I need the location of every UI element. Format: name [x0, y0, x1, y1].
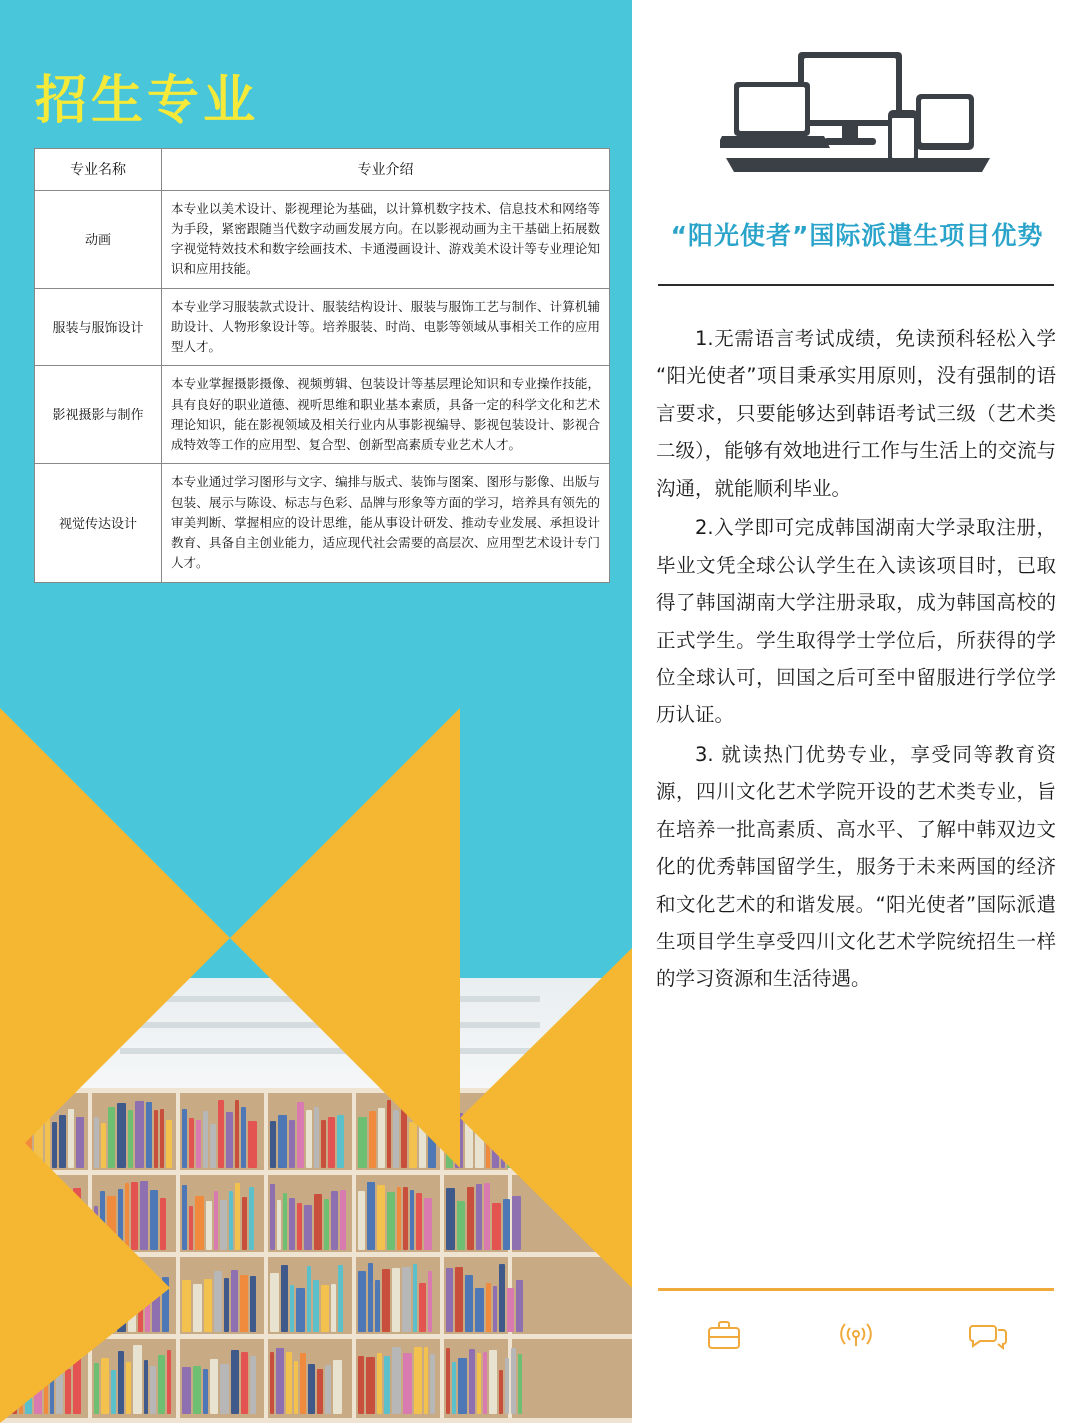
major-desc: 本专业以美术设计、影视理论为基础，以计算机数字技术、信息技术和网络等为手段，紧密跟随当代数字动画发展方向。在以影视动画为主干基础上拓展数字视觉特效技术和数字绘画技术、卡通漫画设计、游戏美术设计等专业理论知识和应用技能。 [162, 190, 610, 288]
table-header-row [35, 149, 610, 191]
footer-icon-bar [658, 1300, 1054, 1370]
body-text [656, 320, 1056, 1000]
major-desc: 本专业通过学习图形与文字、编排与版式、装饰与图案、图形与影像、出版与包装、展示与陈设、标志与色彩、品牌与形象等方面的学习，培养具有领先的审美判断、掌握相应的设计思维，能从事设计研发、推动专业发展、承担设计教育、具备自主创业能力，适应现代社会需要的高层次、应用型艺术设计专门人才。 [162, 464, 610, 582]
divider [658, 284, 1054, 286]
triangle-overlay [0, 648, 632, 1423]
right-panel [632, 0, 1080, 1423]
table-row [35, 366, 610, 464]
section-title: “阳光使者”国际派遣生项目优势 [670, 221, 1044, 250]
paragraph-2: 2.入学即可完成韩国湖南大学录取注册，毕业文凭全球公认学生在入读该项目时，已取得了韩国湖南大学注册录取，成为韩国高校的正式学生。学生取得学士学位后，所获得的学位全球认可，回国之后可至中留服进行学位学历认证。 [656, 516, 1056, 727]
column-header-major-name: 专业名称 [35, 149, 162, 191]
table-row [35, 190, 610, 288]
paragraph-1: 1.无需语言考试成绩，免读预科轻松入学“阳光使者”项目秉承实用原则，没有强制的语言要求，只要能够达到韩语考试三级（艺术类二级），能够有效地进行工作与生活上的交流与沟通，就能顺利毕业。 [656, 327, 1056, 500]
major-name: 服装与服饰设计 [35, 288, 162, 366]
briefcase-icon [704, 1318, 744, 1352]
major-name: 影视摄影与制作 [35, 366, 162, 464]
majors-table [34, 148, 610, 583]
column-header-major-desc: 专业介绍 [162, 149, 610, 191]
devices-icon [720, 48, 1000, 184]
decorative-artwork [0, 648, 632, 1423]
page-title: 招生专业 [35, 71, 260, 131]
footer-divider [658, 1288, 1054, 1291]
table-row [35, 288, 610, 366]
paragraph-3: 3. 就读热门优势专业，享受同等教育资源，四川文化艺术学院开设的艺术类专业，旨在培养一批高素质、高水平、了解中韩双边文化的优秀韩国留学生，服务于未来两国的经济和文化艺术的和谐发展。“阳光使者”国际派遣生项目学生享受四川文化艺术学院统招生一样的学习资源和生活待遇。 [656, 742, 1056, 991]
major-desc: 本专业掌握摄影摄像、视频剪辑、包装设计等基层理论知识和专业操作技能，具有良好的职业道德、视听思维和职业基本素质，具备一定的科学文化和艺术理论知识，能在影视领域及相关行业内从事影视编导、影视包装设计、影视合成特效等工作的应用型、复合型、创新型高素质专业艺术人才。 [162, 366, 610, 464]
chat-icon [968, 1318, 1008, 1352]
broadcast-icon [836, 1318, 876, 1352]
major-name: 动画 [35, 190, 162, 288]
major-name: 视觉传达设计 [35, 464, 162, 582]
major-desc: 本专业学习服装款式设计、服装结构设计、服装与服饰工艺与制作、计算机辅助设计、人物形象设计等。培养服装、时尚、电影等领域从事相关工作的应用型人才。 [162, 288, 610, 366]
table-row [35, 464, 610, 582]
